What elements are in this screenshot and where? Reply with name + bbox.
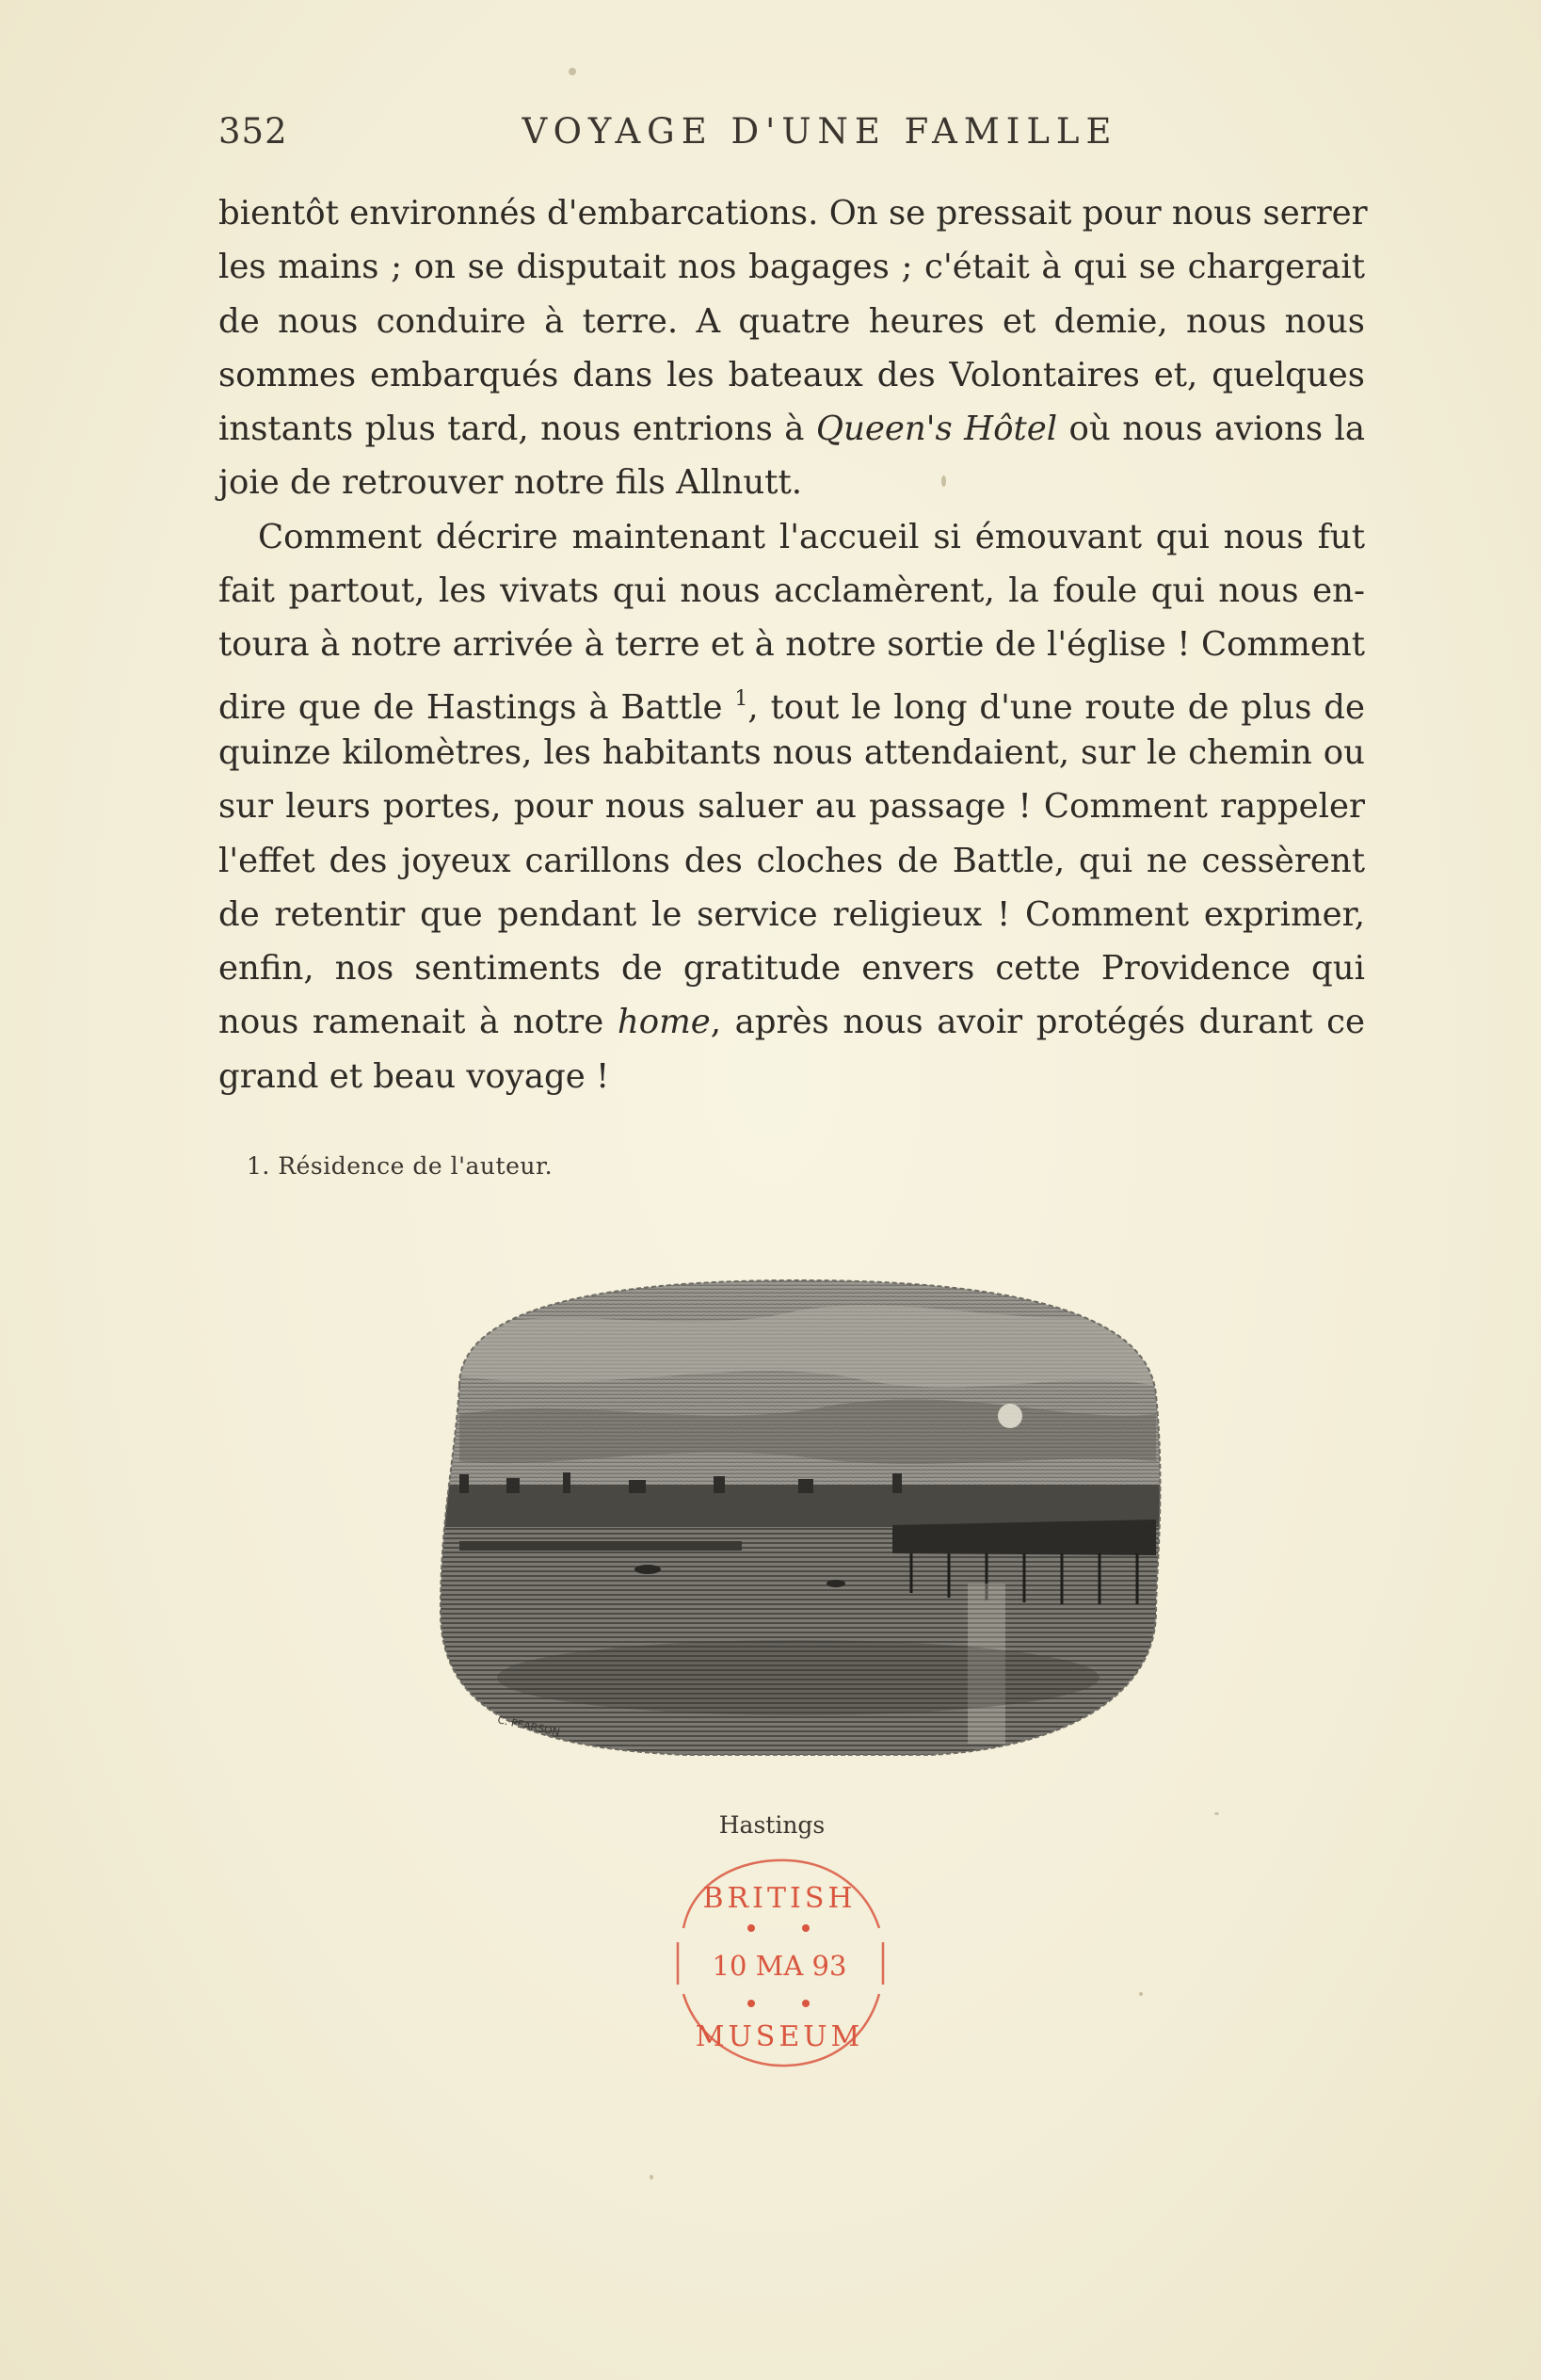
text-segment: nous ramenait à notre — [218, 1003, 618, 1042]
paper-speck — [1214, 1812, 1219, 1815]
text-line: quinze kilomètres, les habitants nous attendaient, sur le chemin ou — [218, 732, 1365, 772]
illustration-caption: Hastings — [718, 1811, 826, 1839]
text-line: toura à notre arrivée à terre et à notre sortie de l'église ! Comment — [218, 625, 1365, 665]
text-line: l'effet des joyeux carillons des cloches de Battle, qui ne cessèrent — [218, 841, 1365, 880]
paper-speck — [650, 2175, 653, 2179]
text-line: fait partout, les vivats qui nous acclamèrent, la foule qui nous en- — [218, 571, 1365, 611]
british-museum-stamp — [665, 1853, 891, 2075]
text-line: les mains ; on se disputait nos bagages ; c'était à qui se chargerait — [218, 248, 1365, 287]
text-line — [218, 995, 1365, 1049]
text-segment: , tout le long d'une route de plus de — [747, 687, 1365, 727]
page-header — [218, 111, 1365, 164]
paper-speck — [1139, 1992, 1143, 1996]
text-line — [218, 672, 1365, 726]
page-number: 352 — [218, 111, 288, 152]
engraving-hastings-seascape — [403, 1273, 1194, 1781]
text-segment: dire que de Hastings à Battle — [218, 687, 735, 727]
text-line: joie de retrouver notre fils Allnutt. — [218, 463, 803, 503]
footnote-text: Résidence de l'auteur. — [278, 1152, 554, 1180]
footnote-number: 1. — [247, 1152, 270, 1180]
stamp-top-text: BRITISH — [702, 1882, 857, 1915]
text-line: sommes embarqués dans les bateaux des Volontaires et, quelques — [218, 355, 1365, 394]
italic-text: Queen's Hôtel — [815, 410, 1058, 449]
text-segment: , après nous avoir protégés durant ce — [710, 1003, 1365, 1042]
text-line: enfin, nos sentiments de gratitude envers cette Providence qui — [218, 949, 1365, 989]
text-line: Comment décrire maintenant l'accueil si émouvant qui nous fut — [258, 517, 1365, 556]
text-segment: instants plus tard, nous entrions à — [218, 410, 816, 449]
text-line: bientôt environnés d'embarcations. On se pressait pour nous serrer — [218, 194, 1368, 233]
stamp-bottom-text: MUSEUM — [695, 2020, 864, 2053]
footnote — [247, 1152, 553, 1180]
running-title: VOYAGE D'UNE FAMILLE — [522, 111, 1118, 152]
body-text — [218, 186, 1368, 1103]
paper-speck — [569, 68, 576, 75]
paper-speck — [941, 475, 946, 487]
text-line: grand et beau voyage ! — [218, 1056, 610, 1096]
text-line: sur leurs portes, pour nous saluer au passage ! Comment rappeler — [218, 787, 1365, 827]
text-line — [218, 402, 1365, 456]
footnote-reference: 1 — [734, 686, 748, 711]
engraver-signature: C. PEARSON — [496, 1713, 561, 1739]
text-line: de retentir que pendant le service religieux ! Comment exprimer, — [218, 894, 1365, 934]
stamp-date: 10 MA 93 — [712, 1950, 847, 1982]
text-segment: où nous avions la — [1057, 410, 1365, 449]
italic-text: home — [617, 1003, 711, 1042]
text-line: de nous conduire à terre. A quatre heures et demie, nous nous — [218, 301, 1365, 341]
